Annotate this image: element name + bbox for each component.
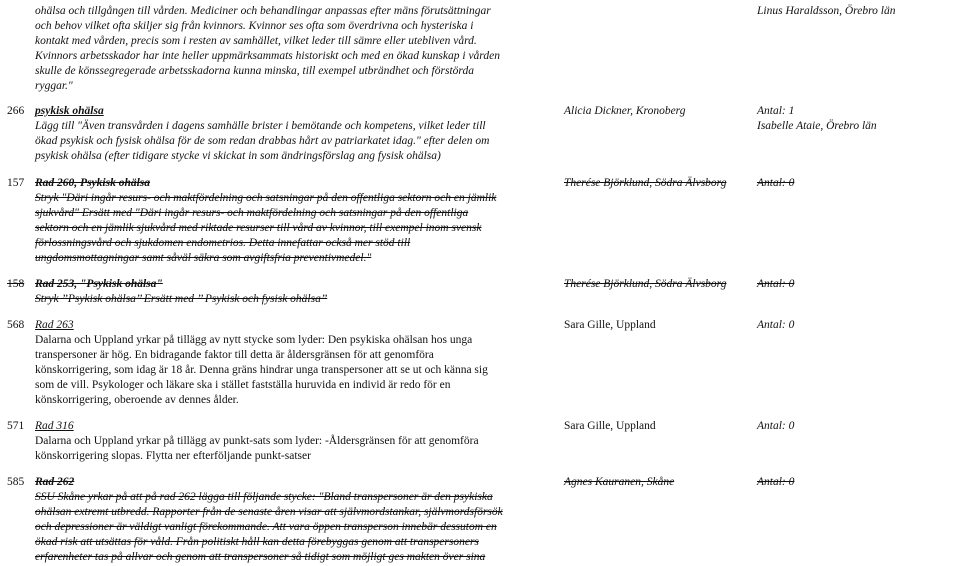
text-line: som de vill. Psykologer och läkare ska i stället fastställa huruvida en individ är redo för en (35, 379, 451, 391)
text-line: ohälsan extremt utbredd. Rapporter från de senaste åren visar att självmordstankar, självmordsförsök (35, 506, 503, 518)
text-line: transpersoner är hög. En bidragande faktor till detta är åldersgränsen för att genomföra (35, 349, 434, 361)
text-line: kontakt med vården, precis som i resten av samhället, vilket leder till sämre eller utebliven vård. (35, 35, 477, 47)
text-line: och behov vilket ofta skiljer sig från kvinnors. Kvinnor ses ofta som överdrivna och hysteriska i (35, 20, 474, 32)
text-line: könskorrigering slopas. Flytta ner efterföljande punkt-satser (35, 450, 311, 462)
entry-count: Antal: 0 (757, 476, 795, 488)
text-line: könskorrigering, oberoende av dennes ålder. (35, 394, 239, 406)
text-line: och depressioner är väldigt vanligt förekommande. Att vara öppen transperson innebär dessutom en (35, 521, 497, 533)
entry-number: 158 (7, 278, 25, 290)
text-line: ökad risk att utsättas för våld. Från politiskt håll kan detta förebyggas genom att transpersoners (35, 536, 479, 548)
text-line: ungdomsmottagningar samt såväl säkra som avgiftsfria preventivmedel." (35, 252, 372, 264)
text-line: förlossningsvård och sjukdomen endometrios. Detta innefattar också mer stöd till (35, 237, 411, 249)
entry-author: Therése Björklund, Södra Älvsborg (564, 278, 727, 290)
text-line: sektorn och en jämlik sjukvård med riktade resurser till vård av kvinnor, till exempel inom svensk (35, 222, 482, 234)
text-line: Stryk "Däri ingår resurs- och maktfördelning och satsningar på den offentliga sektorn och en jämlik (35, 192, 497, 204)
entry-number: 266 (7, 105, 25, 117)
author: Linus Haraldsson, Örebro län (757, 5, 896, 17)
entry-number: 585 (7, 476, 25, 488)
entry-count: Antal: 0 (757, 177, 795, 189)
entry-count: Antal: 0 (757, 319, 795, 331)
entry-title: Rad 260, Psykisk ohälsa (35, 177, 151, 189)
entry-title: psykisk ohälsa (35, 105, 104, 117)
entry-count: Antal: 0 (757, 278, 795, 290)
entry-title: Rad 262 (35, 476, 75, 488)
text-line: Kvinnors arbetsskador har inte heller uppmärksammats historiskt och med en ökad kunskap i vården (35, 50, 500, 62)
text-line: ohälsa och tillgången till vården. Mediciner och behandlingar anpassas efter mäns förutsättningar (35, 5, 491, 17)
entry-count: Antal: 1 (757, 105, 795, 117)
text-line: psykisk ohälsa (efter tidigare stycke vi skickat in som ändringsförslag ang fysisk ohälsa) (35, 150, 441, 162)
text-line: Dalarna och Uppland yrkar på tillägg av nytt stycke som lyder: Den psykiska ohälsan hos unga (35, 334, 473, 346)
entry-number: 157 (7, 177, 25, 189)
entry-author: Alicia Dickner, Kronoberg (564, 105, 686, 117)
entry-co-author: Isabelle Ataie, Örebro län (757, 120, 877, 132)
text-line: skulle de könssegregerade arbetsskadorna kunna minska, till exempel utbrändhet och förstörda (35, 65, 474, 77)
entry-author: Agnes Kauranen, Skåne (564, 476, 675, 488)
entry-count: Antal: 0 (757, 420, 795, 432)
text-line: Lägg till "Även transvården i dagens samhälle brister i bemötande och kompetens, vilket leder till (35, 120, 486, 132)
entry-author: Sara Gille, Uppland (564, 319, 656, 331)
entry-title: Rad 263 (35, 319, 74, 331)
entry-number: 568 (7, 319, 25, 331)
entry-author: Sara Gille, Uppland (564, 420, 656, 432)
entry-author: Therése Björklund, Södra Älvsborg (564, 177, 727, 189)
text-line: Dalarna och Uppland yrkar på tillägg av punkt-sats som lyder: -Åldersgränsen för att genomföra (35, 435, 479, 447)
text-line: sjukvård" Ersätt med "Däri ingår resurs- och maktfördelning och satsningar på den offentliga (35, 207, 469, 219)
entry-title: Rad 253, "Psykisk ohälsa" (35, 278, 163, 290)
text-line: Stryk ’’Psykisk ohälsa’’ Ersätt med ’’ Psykisk och fysisk ohälsa’’ (35, 293, 328, 305)
entry-title: Rad 316 (35, 420, 74, 432)
text-line: könskorrigering, som idag är 18 år. Denna gräns hindrar unga transpersoner att se ut och känna sig (35, 364, 488, 376)
text-line: SSU Skåne yrkar på att på rad 262 lägga till följande stycke: "Bland transpersoner är den psykiska (35, 491, 493, 503)
entry-number: 571 (7, 420, 25, 432)
text-line: erfarenheter tas på allvar och genom att transpersoner så tidigt som möjligt ges makten över sina (35, 551, 486, 563)
text-line: ryggar." (35, 80, 73, 92)
text-line: ökad psykisk och fysisk ohälsa för de som redan drabbas hårt av patriarkatet idag." efter delen om (35, 135, 490, 147)
